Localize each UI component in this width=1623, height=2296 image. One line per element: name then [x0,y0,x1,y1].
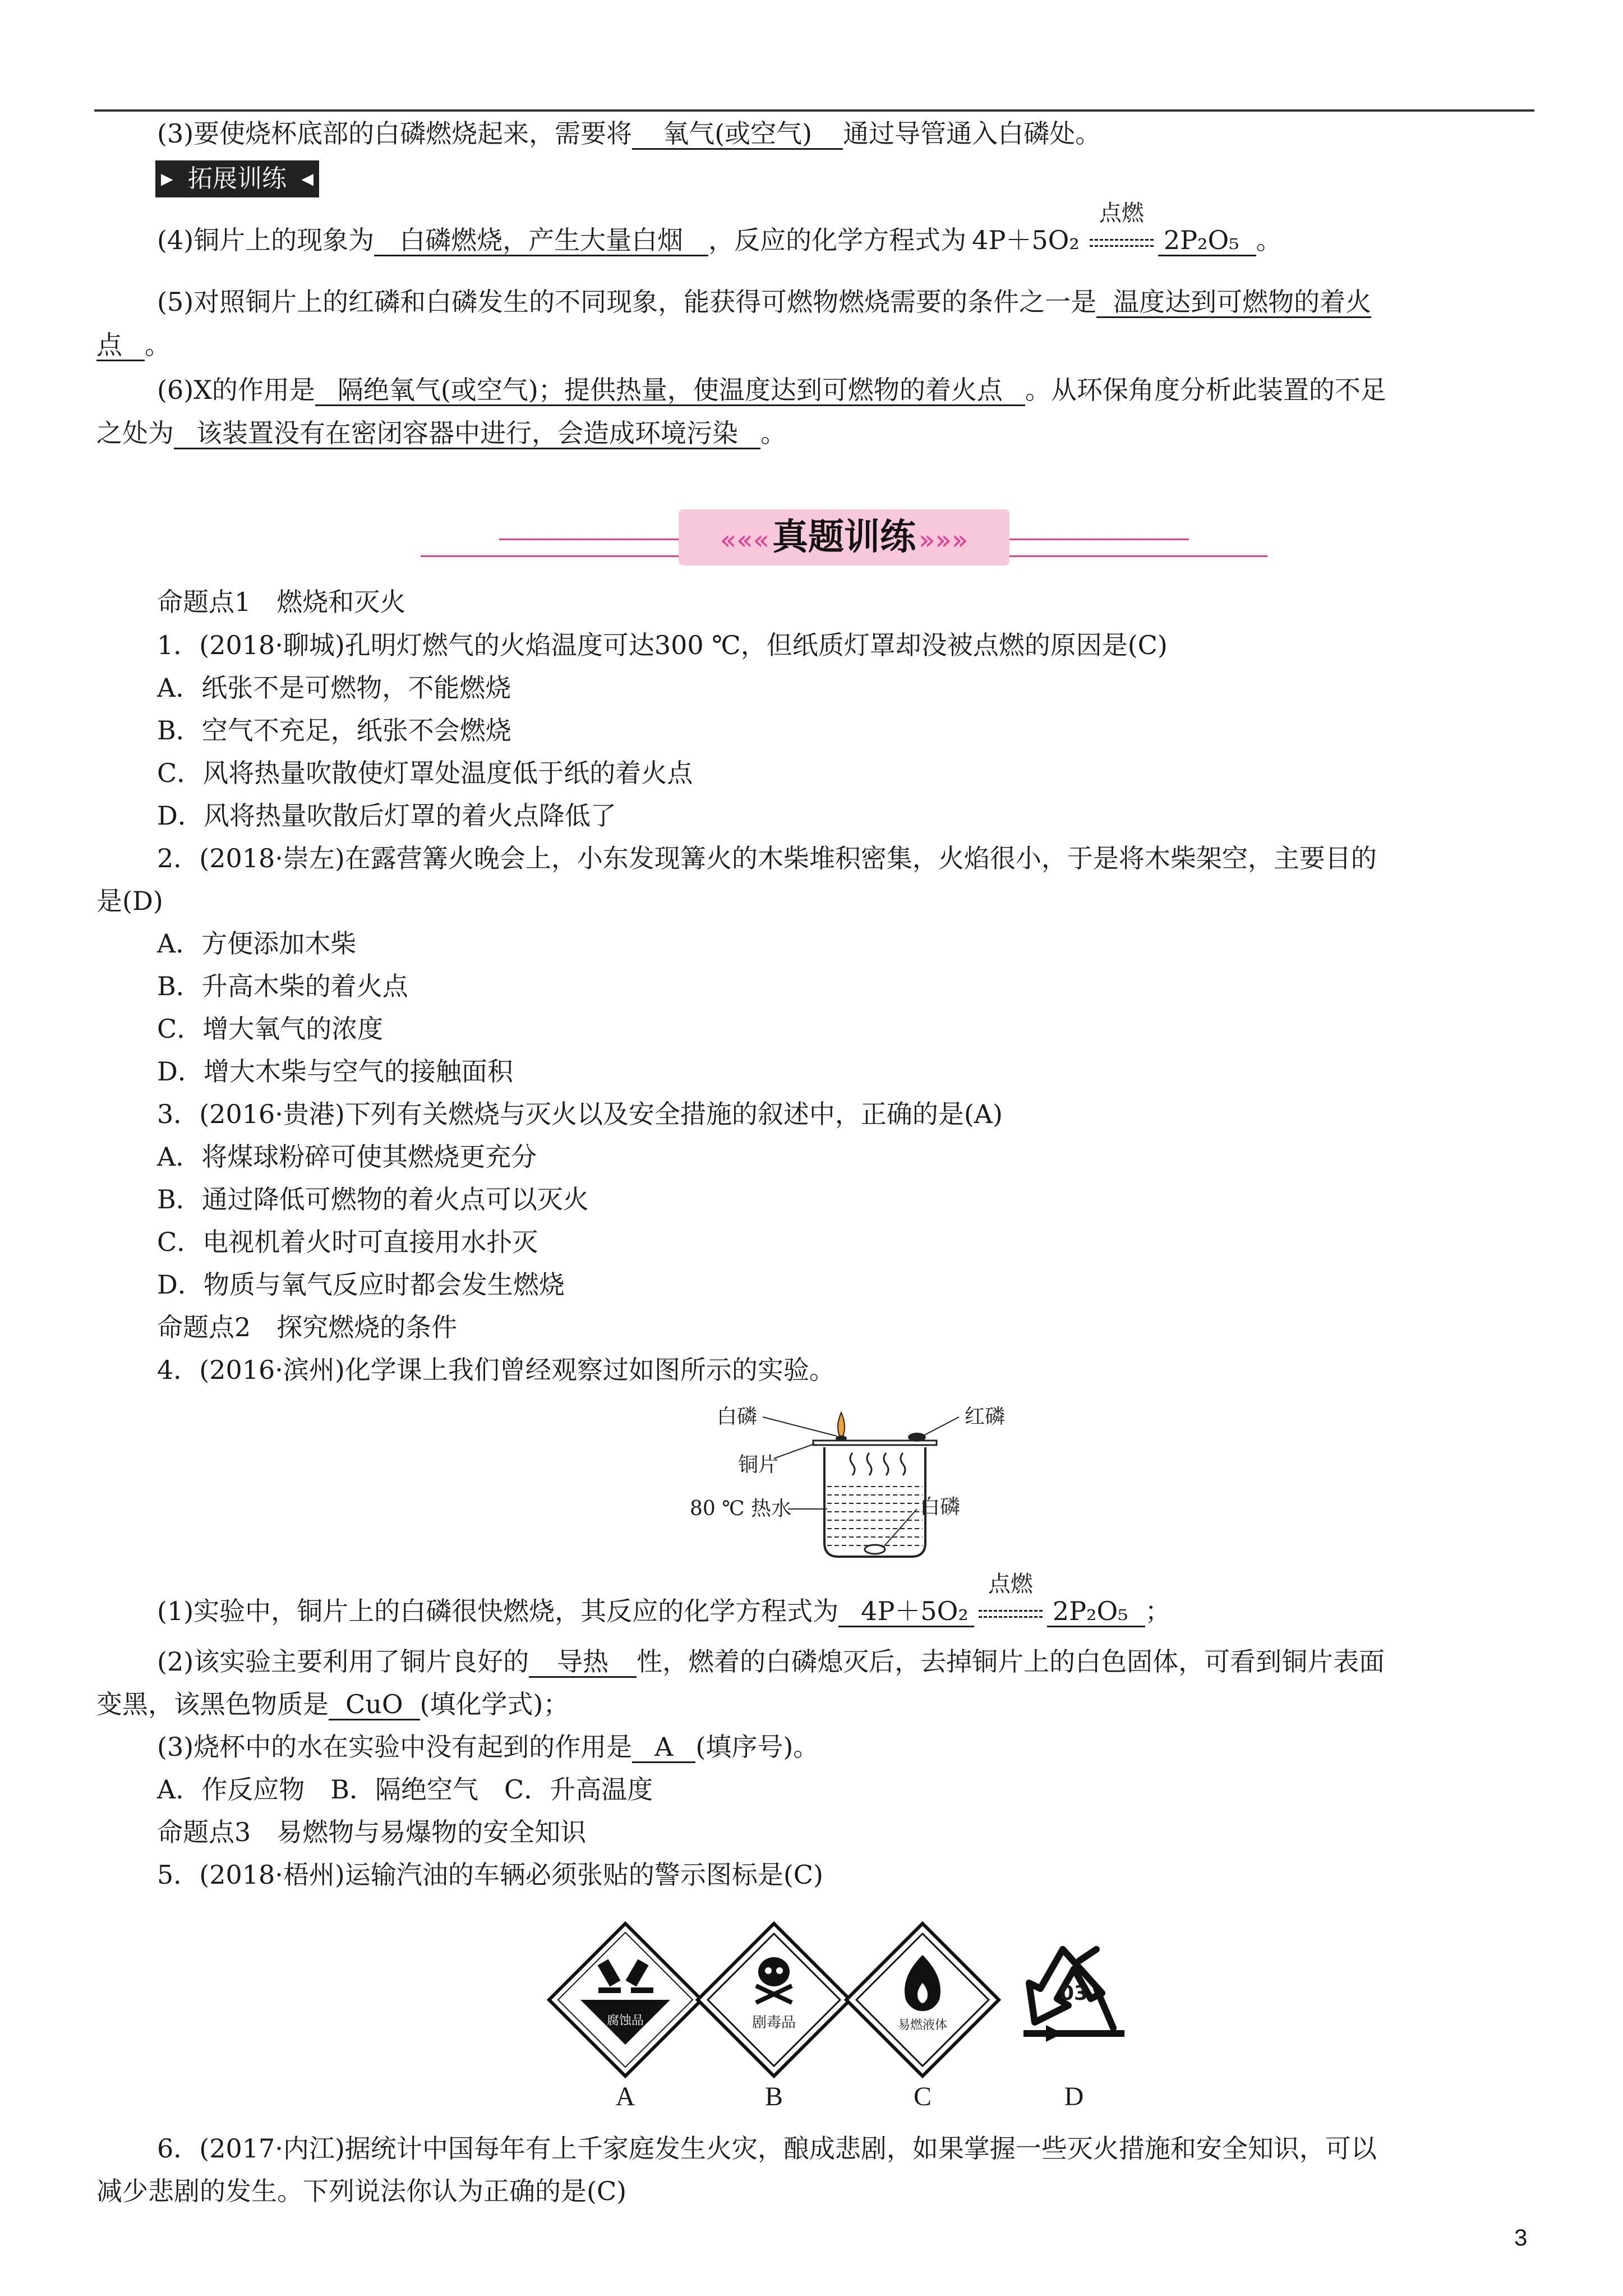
question-line: 变黑，该黑色物质是 CuO (填化学式)； [96,1689,569,1719]
reaction-condition: 点燃 [1085,224,1158,257]
option: C．风将热量吹散使灯罩处温度低于纸的着火点 [157,758,693,788]
question-line: (1)实验中，铜片上的白磷很快燃烧，其反应的化学方程式为 4P＋5O₂ 点燃 2P₂O₅ ； [157,1594,1171,1628]
question-line: (5)对照铜片上的红磷和白磷发生的不同现象，能获得可燃物燃烧需要的条件之一是 温度达到可燃物的着火 [157,287,1372,317]
section-tag: ▶ 拓展训练 ◀ [155,160,319,197]
answer-blank: 白磷燃烧，产生大量白烟 [374,226,708,256]
flammable-liquid-sign [844,1921,1001,2078]
option: B．通过降低可燃物的着火点可以灭火 [157,1184,589,1214]
option: D．增大木柴与空气的接触面积 [157,1056,513,1087]
question-line: (6)X的作用是 隔绝氧气(或空气)；提供热量，使温度达到可燃物的着火点 。从环保角度分析此装置的不足 [157,375,1386,405]
answer-blank: A [632,1732,695,1763]
section-heading: 命题点1 燃烧和灭火 [157,587,406,617]
question-stem: 4．(2016·滨州)化学课上我们曾经观察过如图所示的实验。 [157,1355,835,1385]
option-row: A．作反应物 B．隔绝空气 C．升高温度 [157,1774,653,1805]
reaction-condition: 点燃 [974,1595,1047,1628]
option: B．升高木柴的着火点 [157,971,408,1001]
answer-blank: 温度达到可燃物的着火 [1096,287,1371,318]
option-letter: D [1064,2082,1084,2111]
answer-blank: 导热 [529,1647,637,1678]
option: A．方便添加木柴 [157,928,357,959]
option: C．电视机着火时可直接用水扑灭 [157,1227,538,1257]
flammable-sign-text: 易燃液体 [897,2018,947,2032]
question-stem: 3．(2016·贵港)下列有关燃烧与灭火以及安全措施的叙述中，正确的是(A) [157,1099,1003,1129]
question-line: 点 。 [96,330,170,360]
label-red-phosphorus: 红磷 [965,1405,1006,1428]
corrosive-sign [547,1921,704,2078]
question-line: (3)要使烧杯底部的白磷燃烧起来，需要将 氧气(或空气) 通过导管通入白磷处。 [157,118,1101,149]
toxic-sign-text: 剧毒品 [751,2014,796,2031]
banner-rule [499,539,679,540]
label-white-phosphorus: 白磷 [717,1405,758,1428]
answer-blank: 隔绝氧气(或空气)；提供热量，使温度达到可燃物的着火点 [315,375,1025,406]
option: C．增大氧气的浓度 [157,1014,384,1044]
question-line: 之处为 该装置没有在密闭容器中进行，会造成环境污染 。 [96,418,786,448]
toxic-sign [695,1921,852,2078]
question-stem: 5．(2018·梧州)运输汽油的车辆必须张贴的警示图标是(C) [157,1860,823,1890]
option: A．纸张不是可燃物，不能燃烧 [157,673,511,703]
question-line: (3)烧杯中的水在实验中没有起到的作用是 A (填序号)。 [157,1732,819,1762]
option: D．风将热量吹散后灯罩的着火点降低了 [157,800,616,831]
question-line: (2)该实验主要利用了铜片良好的 导热 性，燃着的白磷熄灭后，去掉铜片上的白色固体，可看到铜片表面 [157,1646,1385,1677]
banner-rule [421,555,679,557]
banner-rule [1009,539,1189,540]
page-number: 3 [1514,2224,1528,2251]
label-white-phosphorus-water: 白磷 [920,1496,961,1519]
corrosive-sign-text: 腐蚀品 [606,2014,644,2028]
answer-blank: CuO [329,1690,420,1720]
experiment-figure [690,1397,1026,1565]
section-banner: ««« 真题训练 »»» [679,509,1009,565]
question-stem: 减少悲剧的发生。下列说法你认为正确的是(C) [96,2176,627,2206]
question-stem: 6．(2017·内江)据统计中国每年有上千家庭发生火灾，酿成悲剧，如果掌握一些灭火措施和安全知识，可以 [157,2133,1377,2164]
option-letter: C [913,2082,932,2111]
recycle-sign [1001,1927,1147,2073]
recycle-sign-code: 03 [1059,1982,1089,2005]
label-copper-plate: 铜片 [738,1453,779,1476]
answer-blank: 该装置没有在密闭容器中进行，会造成环境污染 [174,418,760,449]
question-stem: 2．(2018·崇左)在露营篝火晚会上，小东发现篝火的木柴堆积密集，火焰很小，于是将木柴架空，主要目的 [157,843,1377,873]
option-letter: A [615,2082,635,2111]
banner-title: 真题训练 [772,517,916,558]
section-heading: 命题点3 易燃物与易爆物的安全知识 [157,1817,587,1847]
question-stem: 是(D) [96,886,163,916]
label-hot-water: 80 ℃ 热水 [690,1497,791,1520]
top-rule [94,109,1534,112]
option: B．空气不充足，纸张不会燃烧 [157,715,511,746]
question-line: (4)铜片上的现象为 白磷燃烧，产生大量白烟 ，反应的化学方程式为 4P＋5O₂ 点燃 2P₂O₅ 。 [157,223,1282,257]
section-heading: 命题点2 探究燃烧的条件 [157,1312,458,1342]
question-stem: 1．(2018·聊城)孔明灯燃气的火焰温度可达300 ℃，但纸质灯罩却没被点燃的原因是(C) [157,630,1168,660]
option: D．物质与氧气反应时都会发生燃烧 [157,1269,565,1300]
answer-blank: 氧气(或空气) [632,119,843,150]
option: A．将煤球粉碎可使其燃烧更充分 [157,1142,537,1172]
option-letter: B [764,2082,783,2111]
banner-rule [1009,555,1267,557]
